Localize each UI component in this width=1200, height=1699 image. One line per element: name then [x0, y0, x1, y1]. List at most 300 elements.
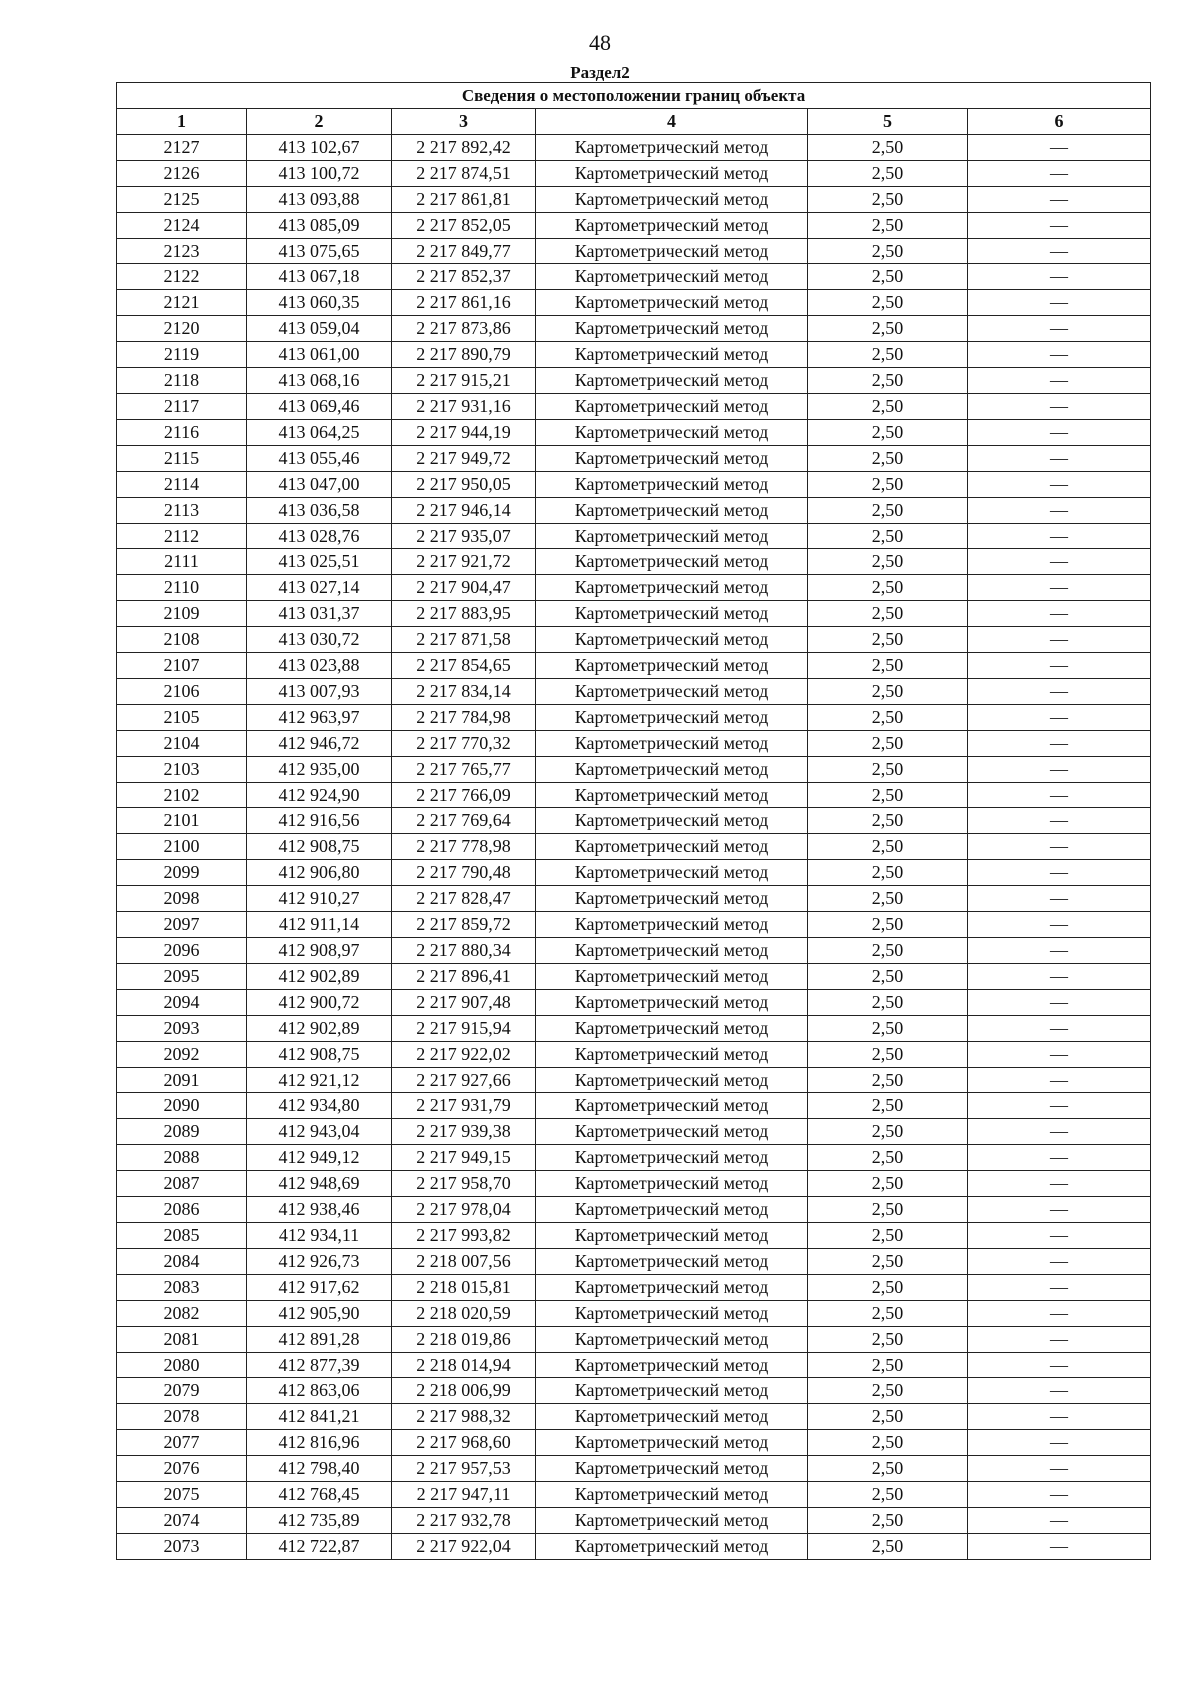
table-row	[117, 523, 1151, 549]
method-cell: Картометрический метод	[536, 1352, 808, 1378]
note-cell: —	[968, 238, 1151, 264]
x-coordinate-cell: 412 722,87	[247, 1533, 392, 1559]
method-cell: Картометрический метод	[536, 912, 808, 938]
table-row	[117, 160, 1151, 186]
accuracy-cell: 2,50	[808, 1456, 968, 1482]
y-coordinate-cell: 2 217 849,77	[392, 238, 536, 264]
method-cell: Картометрический метод	[536, 1300, 808, 1326]
method-cell: Картометрический метод	[536, 575, 808, 601]
x-coordinate-cell: 413 100,72	[247, 160, 392, 186]
note-cell: —	[968, 989, 1151, 1015]
method-cell: Картометрический метод	[536, 1171, 808, 1197]
note-cell: —	[968, 342, 1151, 368]
y-coordinate-cell: 2 217 950,05	[392, 471, 536, 497]
table-row	[117, 1274, 1151, 1300]
x-coordinate-cell: 413 093,88	[247, 186, 392, 212]
note-cell: —	[968, 368, 1151, 394]
note-cell: —	[968, 860, 1151, 886]
method-cell: Картометрический метод	[536, 1015, 808, 1041]
table-row	[117, 627, 1151, 653]
accuracy-cell: 2,50	[808, 160, 968, 186]
x-coordinate-cell: 413 028,76	[247, 523, 392, 549]
accuracy-cell: 2,50	[808, 1300, 968, 1326]
note-cell: —	[968, 704, 1151, 730]
x-coordinate-cell: 412 908,75	[247, 834, 392, 860]
point-number-cell: 2104	[117, 730, 247, 756]
x-coordinate-cell: 413 067,18	[247, 264, 392, 290]
note-cell: —	[968, 756, 1151, 782]
method-cell: Картометрический метод	[536, 860, 808, 886]
note-cell: —	[968, 730, 1151, 756]
accuracy-cell: 2,50	[808, 1378, 968, 1404]
point-number-cell: 2126	[117, 160, 247, 186]
method-cell: Картометрический метод	[536, 134, 808, 160]
point-number-cell: 2073	[117, 1533, 247, 1559]
table-row	[117, 134, 1151, 160]
point-number-cell: 2074	[117, 1507, 247, 1533]
y-coordinate-cell: 2 217 932,78	[392, 1507, 536, 1533]
accuracy-cell: 2,50	[808, 912, 968, 938]
accuracy-cell: 2,50	[808, 989, 968, 1015]
note-cell: —	[968, 1274, 1151, 1300]
method-cell: Картометрический метод	[536, 1378, 808, 1404]
y-coordinate-cell: 2 218 014,94	[392, 1352, 536, 1378]
note-cell: —	[968, 1507, 1151, 1533]
note-cell: —	[968, 1482, 1151, 1508]
y-coordinate-cell: 2 217 949,72	[392, 445, 536, 471]
method-cell: Картометрический метод	[536, 1197, 808, 1223]
point-number-cell: 2110	[117, 575, 247, 601]
accuracy-cell: 2,50	[808, 704, 968, 730]
note-cell: —	[968, 1533, 1151, 1559]
x-coordinate-cell: 412 948,69	[247, 1171, 392, 1197]
note-cell: —	[968, 938, 1151, 964]
y-coordinate-cell: 2 217 946,14	[392, 497, 536, 523]
point-number-cell: 2120	[117, 316, 247, 342]
y-coordinate-cell: 2 217 904,47	[392, 575, 536, 601]
table-row	[117, 1378, 1151, 1404]
x-coordinate-cell: 412 949,12	[247, 1145, 392, 1171]
table-row	[117, 1041, 1151, 1067]
table-row	[117, 730, 1151, 756]
x-coordinate-cell: 412 900,72	[247, 989, 392, 1015]
table-row	[117, 1352, 1151, 1378]
table-body	[117, 134, 1151, 1559]
point-number-cell: 2088	[117, 1145, 247, 1171]
note-cell: —	[968, 1041, 1151, 1067]
y-coordinate-cell: 2 218 006,99	[392, 1378, 536, 1404]
accuracy-cell: 2,50	[808, 575, 968, 601]
method-cell: Картометрический метод	[536, 1274, 808, 1300]
table-row	[117, 1326, 1151, 1352]
table-row	[117, 445, 1151, 471]
table-row	[117, 238, 1151, 264]
x-coordinate-cell: 412 906,80	[247, 860, 392, 886]
x-coordinate-cell: 413 085,09	[247, 212, 392, 238]
method-cell: Картометрический метод	[536, 1119, 808, 1145]
method-cell: Картометрический метод	[536, 1430, 808, 1456]
y-coordinate-cell: 2 217 896,41	[392, 963, 536, 989]
point-number-cell: 2108	[117, 627, 247, 653]
table-row	[117, 886, 1151, 912]
y-coordinate-cell: 2 217 852,05	[392, 212, 536, 238]
accuracy-cell: 2,50	[808, 134, 968, 160]
method-cell: Картометрический метод	[536, 1041, 808, 1067]
accuracy-cell: 2,50	[808, 497, 968, 523]
x-coordinate-cell: 413 055,46	[247, 445, 392, 471]
y-coordinate-cell: 2 217 874,51	[392, 160, 536, 186]
table-row	[117, 1404, 1151, 1430]
x-coordinate-cell: 413 025,51	[247, 549, 392, 575]
point-number-cell: 2086	[117, 1197, 247, 1223]
x-coordinate-cell: 413 047,00	[247, 471, 392, 497]
method-cell: Картометрический метод	[536, 419, 808, 445]
x-coordinate-cell: 412 935,00	[247, 756, 392, 782]
method-cell: Картометрический метод	[536, 834, 808, 860]
note-cell: —	[968, 808, 1151, 834]
method-cell: Картометрический метод	[536, 1482, 808, 1508]
point-number-cell: 2090	[117, 1093, 247, 1119]
x-coordinate-cell: 412 908,75	[247, 1041, 392, 1067]
method-cell: Картометрический метод	[536, 938, 808, 964]
table-row	[117, 989, 1151, 1015]
accuracy-cell: 2,50	[808, 1404, 968, 1430]
accuracy-cell: 2,50	[808, 1482, 968, 1508]
y-coordinate-cell: 2 217 828,47	[392, 886, 536, 912]
y-coordinate-cell: 2 217 852,37	[392, 264, 536, 290]
y-coordinate-cell: 2 217 978,04	[392, 1197, 536, 1223]
point-number-cell: 2077	[117, 1430, 247, 1456]
accuracy-cell: 2,50	[808, 342, 968, 368]
method-cell: Картометрический метод	[536, 1404, 808, 1430]
table-row	[117, 1533, 1151, 1559]
note-cell: —	[968, 290, 1151, 316]
note-cell: —	[968, 160, 1151, 186]
method-cell: Картометрический метод	[536, 1326, 808, 1352]
table-caption-row	[117, 83, 1151, 109]
table-row	[117, 316, 1151, 342]
table-row	[117, 1222, 1151, 1248]
point-number-cell: 2106	[117, 678, 247, 704]
note-cell: —	[968, 1430, 1151, 1456]
accuracy-cell: 2,50	[808, 1326, 968, 1352]
point-number-cell: 2085	[117, 1222, 247, 1248]
table-row	[117, 393, 1151, 419]
x-coordinate-cell: 412 891,28	[247, 1326, 392, 1352]
x-coordinate-cell: 413 069,46	[247, 393, 392, 419]
x-coordinate-cell: 412 921,12	[247, 1067, 392, 1093]
point-number-cell: 2112	[117, 523, 247, 549]
x-coordinate-cell: 412 911,14	[247, 912, 392, 938]
point-number-cell: 2092	[117, 1041, 247, 1067]
accuracy-cell: 2,50	[808, 1248, 968, 1274]
y-coordinate-cell: 2 218 015,81	[392, 1274, 536, 1300]
x-coordinate-cell: 413 075,65	[247, 238, 392, 264]
table-row	[117, 212, 1151, 238]
y-coordinate-cell: 2 217 968,60	[392, 1430, 536, 1456]
y-coordinate-cell: 2 217 907,48	[392, 989, 536, 1015]
method-cell: Картометрический метод	[536, 1222, 808, 1248]
accuracy-cell: 2,50	[808, 1093, 968, 1119]
note-cell: —	[968, 678, 1151, 704]
point-number-cell: 2093	[117, 1015, 247, 1041]
table-row	[117, 782, 1151, 808]
method-cell: Картометрический метод	[536, 627, 808, 653]
table-row	[117, 549, 1151, 575]
method-cell: Картометрический метод	[536, 393, 808, 419]
note-cell: —	[968, 1067, 1151, 1093]
table-caption: Сведения о местоположении границ объекта	[117, 83, 1151, 109]
y-coordinate-cell: 2 217 880,34	[392, 938, 536, 964]
method-cell: Картометрический метод	[536, 1067, 808, 1093]
point-number-cell: 2080	[117, 1352, 247, 1378]
x-coordinate-cell: 413 059,04	[247, 316, 392, 342]
point-number-cell: 2087	[117, 1171, 247, 1197]
note-cell: —	[968, 1222, 1151, 1248]
y-coordinate-cell: 2 217 915,94	[392, 1015, 536, 1041]
accuracy-cell: 2,50	[808, 886, 968, 912]
accuracy-cell: 2,50	[808, 1015, 968, 1041]
method-cell: Картометрический метод	[536, 808, 808, 834]
table-row	[117, 808, 1151, 834]
table-row	[117, 419, 1151, 445]
method-cell: Картометрический метод	[536, 730, 808, 756]
y-coordinate-cell: 2 217 770,32	[392, 730, 536, 756]
note-cell: —	[968, 1197, 1151, 1223]
table-row	[117, 756, 1151, 782]
accuracy-cell: 2,50	[808, 549, 968, 575]
table-row	[117, 834, 1151, 860]
point-number-cell: 2083	[117, 1274, 247, 1300]
y-coordinate-cell: 2 217 915,21	[392, 368, 536, 394]
note-cell: —	[968, 1093, 1151, 1119]
page-number: 48	[589, 30, 611, 55]
x-coordinate-cell: 412 902,89	[247, 1015, 392, 1041]
column-header: 2	[247, 109, 392, 135]
table-row	[117, 938, 1151, 964]
accuracy-cell: 2,50	[808, 1145, 968, 1171]
y-coordinate-cell: 2 217 931,79	[392, 1093, 536, 1119]
table-row	[117, 264, 1151, 290]
x-coordinate-cell: 412 905,90	[247, 1300, 392, 1326]
point-number-cell: 2095	[117, 963, 247, 989]
x-coordinate-cell: 413 007,93	[247, 678, 392, 704]
note-cell: —	[968, 1404, 1151, 1430]
accuracy-cell: 2,50	[808, 1533, 968, 1559]
x-coordinate-cell: 412 908,97	[247, 938, 392, 964]
x-coordinate-cell: 412 934,11	[247, 1222, 392, 1248]
x-coordinate-cell: 412 946,72	[247, 730, 392, 756]
method-cell: Картометрический метод	[536, 316, 808, 342]
point-number-cell: 2118	[117, 368, 247, 394]
y-coordinate-cell: 2 217 921,72	[392, 549, 536, 575]
point-number-cell: 2115	[117, 445, 247, 471]
method-cell: Картометрический метод	[536, 1248, 808, 1274]
accuracy-cell: 2,50	[808, 238, 968, 264]
point-number-cell: 2124	[117, 212, 247, 238]
method-cell: Картометрический метод	[536, 549, 808, 575]
note-cell: —	[968, 1015, 1151, 1041]
method-cell: Картометрический метод	[536, 160, 808, 186]
y-coordinate-cell: 2 217 935,07	[392, 523, 536, 549]
accuracy-cell: 2,50	[808, 653, 968, 679]
accuracy-cell: 2,50	[808, 471, 968, 497]
method-cell: Картометрический метод	[536, 238, 808, 264]
note-cell: —	[968, 445, 1151, 471]
x-coordinate-cell: 413 023,88	[247, 653, 392, 679]
table-row	[117, 1067, 1151, 1093]
method-cell: Картометрический метод	[536, 471, 808, 497]
accuracy-cell: 2,50	[808, 756, 968, 782]
note-cell: —	[968, 886, 1151, 912]
accuracy-cell: 2,50	[808, 678, 968, 704]
table-row	[117, 963, 1151, 989]
note-cell: —	[968, 1119, 1151, 1145]
accuracy-cell: 2,50	[808, 368, 968, 394]
column-header: 5	[808, 109, 968, 135]
point-number-cell: 2125	[117, 186, 247, 212]
method-cell: Картометрический метод	[536, 704, 808, 730]
point-number-cell: 2117	[117, 393, 247, 419]
point-number-cell: 2082	[117, 1300, 247, 1326]
table-row	[117, 368, 1151, 394]
accuracy-cell: 2,50	[808, 1171, 968, 1197]
method-cell: Картометрический метод	[536, 368, 808, 394]
accuracy-cell: 2,50	[808, 1274, 968, 1300]
note-cell: —	[968, 1326, 1151, 1352]
accuracy-cell: 2,50	[808, 1507, 968, 1533]
method-cell: Картометрический метод	[536, 445, 808, 471]
note-cell: —	[968, 134, 1151, 160]
x-coordinate-cell: 412 917,62	[247, 1274, 392, 1300]
accuracy-cell: 2,50	[808, 1067, 968, 1093]
x-coordinate-cell: 412 916,56	[247, 808, 392, 834]
x-coordinate-cell: 412 902,89	[247, 963, 392, 989]
note-cell: —	[968, 264, 1151, 290]
point-number-cell: 2116	[117, 419, 247, 445]
accuracy-cell: 2,50	[808, 627, 968, 653]
x-coordinate-cell: 413 102,67	[247, 134, 392, 160]
method-cell: Картометрический метод	[536, 782, 808, 808]
x-coordinate-cell: 412 816,96	[247, 1430, 392, 1456]
accuracy-cell: 2,50	[808, 290, 968, 316]
table-row	[117, 471, 1151, 497]
note-cell: —	[968, 471, 1151, 497]
table-row	[117, 653, 1151, 679]
note-cell: —	[968, 419, 1151, 445]
accuracy-cell: 2,50	[808, 860, 968, 886]
note-cell: —	[968, 393, 1151, 419]
point-number-cell: 2113	[117, 497, 247, 523]
y-coordinate-cell: 2 218 019,86	[392, 1326, 536, 1352]
column-header: 1	[117, 109, 247, 135]
table-row	[117, 912, 1151, 938]
y-coordinate-cell: 2 217 927,66	[392, 1067, 536, 1093]
accuracy-cell: 2,50	[808, 264, 968, 290]
table-header-row	[117, 109, 1151, 135]
accuracy-cell: 2,50	[808, 212, 968, 238]
y-coordinate-cell: 2 217 949,15	[392, 1145, 536, 1171]
note-cell: —	[968, 523, 1151, 549]
point-number-cell: 2109	[117, 601, 247, 627]
y-coordinate-cell: 2 217 861,16	[392, 290, 536, 316]
point-number-cell: 2098	[117, 886, 247, 912]
x-coordinate-cell: 412 926,73	[247, 1248, 392, 1274]
y-coordinate-cell: 2 217 834,14	[392, 678, 536, 704]
x-coordinate-cell: 412 768,45	[247, 1482, 392, 1508]
y-coordinate-cell: 2 217 861,81	[392, 186, 536, 212]
note-cell: —	[968, 1378, 1151, 1404]
y-coordinate-cell: 2 218 007,56	[392, 1248, 536, 1274]
point-number-cell: 2105	[117, 704, 247, 730]
accuracy-cell: 2,50	[808, 1041, 968, 1067]
method-cell: Картометрический метод	[536, 497, 808, 523]
y-coordinate-cell: 2 217 766,09	[392, 782, 536, 808]
y-coordinate-cell: 2 217 769,64	[392, 808, 536, 834]
point-number-cell: 2078	[117, 1404, 247, 1430]
note-cell: —	[968, 834, 1151, 860]
x-coordinate-cell: 413 060,35	[247, 290, 392, 316]
point-number-cell: 2099	[117, 860, 247, 886]
y-coordinate-cell: 2 217 892,42	[392, 134, 536, 160]
x-coordinate-cell: 412 963,97	[247, 704, 392, 730]
point-number-cell: 2097	[117, 912, 247, 938]
table-row	[117, 601, 1151, 627]
table-row	[117, 575, 1151, 601]
note-cell: —	[968, 212, 1151, 238]
method-cell: Картометрический метод	[536, 756, 808, 782]
method-cell: Картометрический метод	[536, 678, 808, 704]
table-row	[117, 290, 1151, 316]
x-coordinate-cell: 413 030,72	[247, 627, 392, 653]
table-row	[117, 1171, 1151, 1197]
note-cell: —	[968, 575, 1151, 601]
y-coordinate-cell: 2 217 790,48	[392, 860, 536, 886]
accuracy-cell: 2,50	[808, 601, 968, 627]
method-cell: Картометрический метод	[536, 601, 808, 627]
point-number-cell: 2123	[117, 238, 247, 264]
table-row	[117, 704, 1151, 730]
y-coordinate-cell: 2 217 931,16	[392, 393, 536, 419]
accuracy-cell: 2,50	[808, 523, 968, 549]
note-cell: —	[968, 782, 1151, 808]
point-number-cell: 2107	[117, 653, 247, 679]
table-row	[117, 186, 1151, 212]
note-cell: —	[968, 627, 1151, 653]
point-number-cell: 2096	[117, 938, 247, 964]
note-cell: —	[968, 1456, 1151, 1482]
table-row	[117, 1119, 1151, 1145]
method-cell: Картометрический метод	[536, 1456, 808, 1482]
table-row	[117, 1482, 1151, 1508]
column-header: 6	[968, 109, 1151, 135]
point-number-cell: 2076	[117, 1456, 247, 1482]
x-coordinate-cell: 413 027,14	[247, 575, 392, 601]
method-cell: Картометрический метод	[536, 886, 808, 912]
method-cell: Картометрический метод	[536, 1145, 808, 1171]
x-coordinate-cell: 412 798,40	[247, 1456, 392, 1482]
x-coordinate-cell: 412 877,39	[247, 1352, 392, 1378]
point-number-cell: 2103	[117, 756, 247, 782]
x-coordinate-cell: 413 068,16	[247, 368, 392, 394]
y-coordinate-cell: 2 217 854,65	[392, 653, 536, 679]
method-cell: Картометрический метод	[536, 264, 808, 290]
method-cell: Картометрический метод	[536, 342, 808, 368]
table-row	[117, 1145, 1151, 1171]
y-coordinate-cell: 2 217 778,98	[392, 834, 536, 860]
x-coordinate-cell: 412 910,27	[247, 886, 392, 912]
accuracy-cell: 2,50	[808, 1197, 968, 1223]
